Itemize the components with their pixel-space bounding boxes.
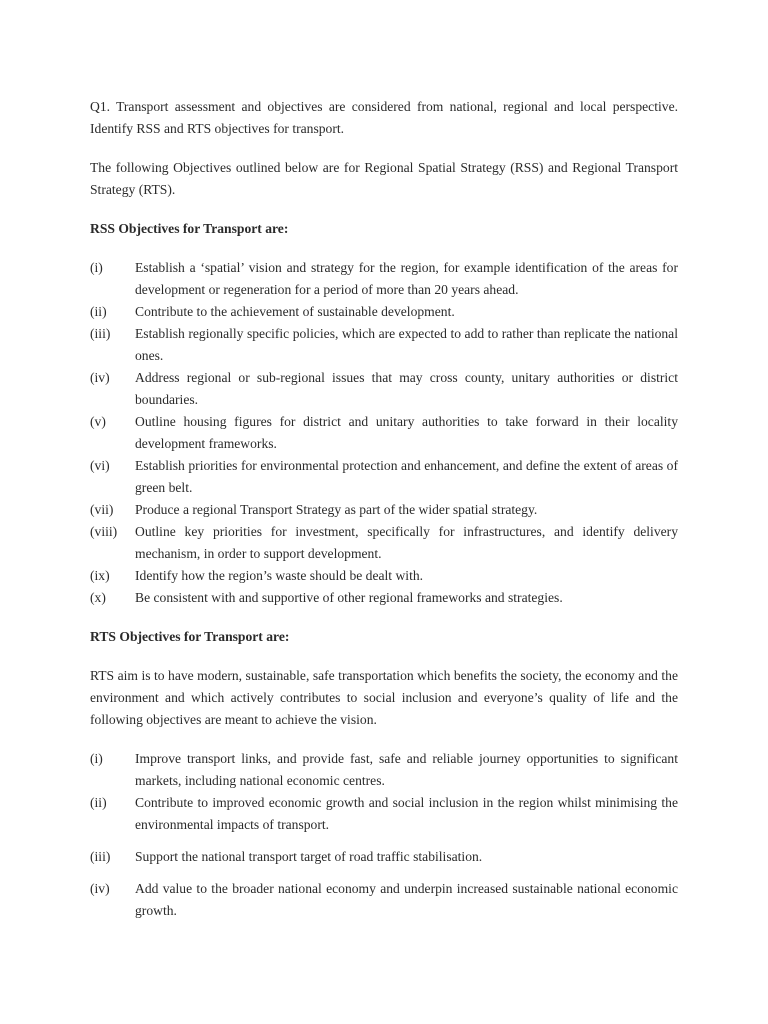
list-item-number: (vii) <box>90 502 114 517</box>
list-item <box>90 748 678 792</box>
intro-paragraph: The following Objectives outlined below are for Regional Spatial Strategy (RSS) and Regional Transport Strategy (RTS). <box>90 160 678 197</box>
list-item <box>90 878 678 922</box>
list-item-number: (iii) <box>90 326 111 341</box>
list-item-number: (iii) <box>90 849 111 864</box>
list-item-text: Identify how the region’s waste should be dealt with. <box>135 568 424 583</box>
list-item-text: Contribute to the achievement of sustainable development. <box>135 304 455 319</box>
list-item <box>90 367 678 411</box>
list-item-number: (iv) <box>90 370 110 385</box>
list-item-text: Add value to the broader national economy and underpin increased sustainable national economic growth. <box>135 881 678 918</box>
question-paragraph: Q1. Transport assessment and objectives are considered from national, regional and local perspective. Identify RSS and RTS objectives for transport. <box>90 99 678 136</box>
list-item-text: Improve transport links, and provide fast, safe and reliable journey opportunities to significant markets, including national economic centres. <box>135 751 678 788</box>
list-item-text: Be consistent with and supportive of other regional frameworks and strategies. <box>135 590 563 605</box>
list-item-text: Outline housing figures for district and unitary authorities to take forward in their locality development frameworks. <box>135 414 678 451</box>
list-item-text: Establish a ‘spatial’ vision and strategy for the region, for example identification of the areas for development or regeneration for a period of more than 20 years ahead. <box>135 260 678 297</box>
list-item-number: (vi) <box>90 458 110 473</box>
list-item-text: Outline key priorities for investment, specifically for infrastructures, and identify delivery mechanism, in order to support development. <box>135 524 678 561</box>
list-item-number: (iv) <box>90 881 110 896</box>
list-item-number: (x) <box>90 590 106 605</box>
list-item-number: (ix) <box>90 568 110 583</box>
list-item <box>90 587 678 609</box>
list-item-text: Support the national transport target of road traffic stabilisation. <box>135 849 483 864</box>
list-item-number: (i) <box>90 751 103 766</box>
list-item <box>90 301 678 323</box>
list-item-text: Contribute to improved economic growth and social inclusion in the region whilst minimising the environmental impacts of transport. <box>135 795 678 832</box>
list-item <box>90 257 678 301</box>
list-item <box>90 499 678 521</box>
rts-intro-paragraph: RTS aim is to have modern, sustainable, safe transportation which benefits the society, the economy and the environment and which actively contributes to social inclusion and everyone’s quality of life and the following objectives are meant to achieve the vision. <box>90 668 678 727</box>
list-item <box>90 565 678 587</box>
list-item-text: Establish regionally specific policies, which are expected to add to rather than replicate the national ones. <box>135 326 678 363</box>
list-item <box>90 521 678 565</box>
rts-objectives-list <box>90 748 678 922</box>
list-item-text: Establish priorities for environmental protection and enhancement, and define the extent of areas of green belt. <box>135 458 678 495</box>
list-item <box>90 846 678 868</box>
list-item-number: (ii) <box>90 304 107 319</box>
list-item <box>90 323 678 367</box>
list-item <box>90 792 678 836</box>
list-item-number: (v) <box>90 414 106 429</box>
document-page <box>90 96 678 922</box>
list-item-number: (viii) <box>90 524 118 539</box>
list-item-number: (i) <box>90 260 103 275</box>
list-item-number: (ii) <box>90 795 107 810</box>
rts-heading: RTS Objectives for Transport are: <box>90 629 290 644</box>
list-item-text: Address regional or sub-regional issues that may cross county, unitary authorities or district boundaries. <box>135 370 678 407</box>
list-item-text: Produce a regional Transport Strategy as part of the wider spatial strategy. <box>135 502 538 517</box>
list-item <box>90 455 678 499</box>
rss-objectives-list <box>90 257 678 609</box>
list-item <box>90 411 678 455</box>
rss-heading: RSS Objectives for Transport are: <box>90 221 289 236</box>
